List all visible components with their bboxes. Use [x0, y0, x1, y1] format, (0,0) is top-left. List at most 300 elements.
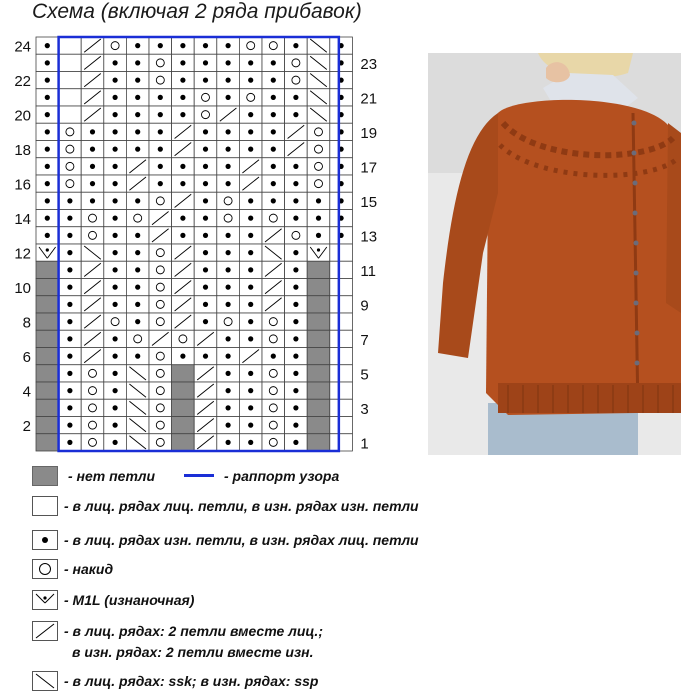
chart-cell [239, 37, 262, 54]
purl-dot [293, 388, 298, 393]
purl-dot [226, 423, 231, 428]
purl-dot [226, 285, 231, 290]
chart-cell [149, 382, 172, 399]
purl-dot [248, 250, 253, 255]
purl-dot [67, 371, 72, 376]
purl-dot [248, 319, 253, 324]
purl-dot [113, 285, 118, 290]
purl-dot [113, 405, 118, 410]
purl-dot [226, 147, 231, 152]
purl-dot [67, 250, 72, 255]
chart-cell [149, 365, 172, 382]
chart-cell [285, 227, 308, 244]
purl-dot [113, 95, 118, 100]
purl-dot [203, 285, 208, 290]
purl-dot [248, 60, 253, 65]
purl-dot [113, 216, 118, 221]
purl-dot-icon [42, 537, 48, 543]
purl-dot [67, 302, 72, 307]
purl-dot [203, 267, 208, 272]
chart-cell [149, 434, 172, 451]
purl-dot [248, 405, 253, 410]
purl-dot [113, 164, 118, 169]
chart-cell [330, 365, 353, 382]
purl-dot [113, 371, 118, 376]
purl-dot [203, 250, 208, 255]
purl-dot [113, 147, 118, 152]
chart-cell [262, 330, 285, 347]
purl-dot [293, 285, 298, 290]
purl-dot [113, 250, 118, 255]
purl-dot [45, 216, 50, 221]
chart-cell [172, 434, 195, 451]
chart-cell [149, 192, 172, 209]
chart-cell [126, 330, 149, 347]
sweater-photo [428, 53, 681, 455]
purl-dot [293, 405, 298, 410]
purl-dot [226, 440, 231, 445]
purl-dot [113, 112, 118, 117]
chart-cell [217, 192, 240, 209]
purl-dot [135, 250, 140, 255]
row-number-left: 6 [22, 349, 31, 367]
row-number-left: 2 [22, 418, 31, 436]
purl-dot [203, 147, 208, 152]
purl-dot [316, 198, 321, 203]
purl-dot [90, 147, 95, 152]
purl-dot [180, 112, 185, 117]
purl-dot [203, 164, 208, 169]
purl-dot [180, 164, 185, 169]
chart-cell [126, 210, 149, 227]
purl-dot [203, 43, 208, 48]
purl-dot [226, 267, 231, 272]
k2tog-swatch [32, 621, 58, 641]
chart-cell [36, 434, 59, 451]
purl-dot [293, 423, 298, 428]
purl-dot [113, 267, 118, 272]
chart-cell [194, 89, 217, 106]
purl-dot [135, 147, 140, 152]
purl-dot [135, 354, 140, 359]
purl-dot [271, 78, 276, 83]
purl-dot [180, 233, 185, 238]
purl-dot [180, 216, 185, 221]
chart-cell [330, 279, 353, 296]
row-number-right: 5 [360, 366, 369, 384]
row-number-left: 18 [14, 142, 31, 160]
chart-cell [262, 399, 285, 416]
chart-cell [36, 279, 59, 296]
chart-cell [81, 227, 104, 244]
chart-cell [59, 72, 82, 89]
purl-dot [158, 164, 163, 169]
purl-dot [203, 216, 208, 221]
row-number-right: 7 [360, 331, 369, 349]
chart-cell [307, 313, 330, 330]
purl-dot [248, 285, 253, 290]
row-number-left: 20 [14, 107, 31, 125]
chart-cell [81, 434, 104, 451]
chart-cell [307, 244, 330, 261]
purl-dot [135, 43, 140, 48]
chart-cell [172, 417, 195, 434]
purl-dot [226, 95, 231, 100]
purl-dot [226, 43, 231, 48]
m1l-label: - M1L (изнаночная) [64, 592, 195, 608]
chart-cell [149, 296, 172, 313]
no-stitch-label: - нет петли [68, 468, 155, 484]
chart-cell [330, 244, 353, 261]
purl-dot [226, 388, 231, 393]
purl-dot [135, 95, 140, 100]
chart-cell [172, 330, 195, 347]
chart-cell [239, 89, 262, 106]
row-number-right: 1 [360, 435, 369, 453]
purl-dot [248, 198, 253, 203]
purl-dot [158, 112, 163, 117]
chart-cell [307, 348, 330, 365]
no-stitch-swatch [32, 466, 58, 486]
chart-cell [307, 141, 330, 158]
purl-dot [271, 95, 276, 100]
purl-dot [45, 60, 50, 65]
purl-dot [293, 250, 298, 255]
m1l-dot [317, 248, 320, 251]
chart-cell [81, 417, 104, 434]
chart-cell [81, 210, 104, 227]
purl-dot [45, 164, 50, 169]
chart-cell [59, 37, 82, 54]
purl-dot [113, 129, 118, 134]
chart-cell [36, 382, 59, 399]
chart-cell [330, 313, 353, 330]
row-number-left: 4 [22, 383, 31, 401]
chart-cell [330, 330, 353, 347]
purl-dot [45, 181, 50, 186]
yo-swatch [32, 559, 58, 579]
chart-cell [172, 399, 195, 416]
purl-dot [271, 354, 276, 359]
chart-cell [104, 313, 127, 330]
purl-dot [248, 216, 253, 221]
purl-dot [113, 181, 118, 186]
yo-label: - накид [64, 561, 114, 577]
chart-cell [262, 417, 285, 434]
purl-dot [45, 78, 50, 83]
purl-dot [271, 60, 276, 65]
row-number-right: 13 [360, 228, 378, 246]
chart-cell [59, 54, 82, 71]
purl-dot [67, 354, 72, 359]
purl-dot [67, 405, 72, 410]
chart-cell [36, 417, 59, 434]
purl-dot [158, 147, 163, 152]
row-number-left: 8 [22, 314, 31, 332]
purl-dot [293, 440, 298, 445]
chart-cell [149, 54, 172, 71]
purl-dot [45, 43, 50, 48]
purl-dot [226, 336, 231, 341]
purl-dot [135, 319, 140, 324]
chart-cell [149, 399, 172, 416]
chart-cell [36, 348, 59, 365]
purl-dot [226, 181, 231, 186]
chart-cell [36, 296, 59, 313]
chart-cell [194, 106, 217, 123]
chart-cell [149, 279, 172, 296]
purl-dot [203, 129, 208, 134]
purl-dot [135, 267, 140, 272]
row-number-right: 3 [360, 400, 369, 418]
chart-cell [307, 399, 330, 416]
chart-cell [104, 37, 127, 54]
chart-cell [307, 279, 330, 296]
purl-dot [203, 198, 208, 203]
k2tog-slash-icon [33, 622, 57, 640]
row-number-right: 9 [360, 297, 369, 315]
purl-dot [135, 112, 140, 117]
purl-dot [248, 440, 253, 445]
purl-dot [226, 405, 231, 410]
purl-dot [158, 95, 163, 100]
purl-dot [248, 336, 253, 341]
m1l-icon [33, 591, 57, 609]
chart-cell [307, 261, 330, 278]
chart-cell [307, 175, 330, 192]
row-number-left: 10 [14, 280, 31, 298]
purl-label: - в лиц. рядах изн. петли, в изн. рядах лиц. петли [64, 532, 419, 548]
k2tog-label-1: - в лиц. рядах: 2 петли вместе лиц.; [64, 623, 323, 639]
chart-cell [149, 417, 172, 434]
purl-dot [248, 147, 253, 152]
purl-dot [113, 233, 118, 238]
chart-cell [59, 89, 82, 106]
chart-cell [307, 434, 330, 451]
chart-cell [307, 365, 330, 382]
purl-dot [67, 198, 72, 203]
ssk-backslash-icon [33, 672, 57, 690]
purl-dot [67, 440, 72, 445]
chart-cell [81, 399, 104, 416]
purl-dot [248, 371, 253, 376]
purl-dot [293, 354, 298, 359]
chart-cell [262, 434, 285, 451]
purl-dot [203, 354, 208, 359]
chart-cell [172, 365, 195, 382]
purl-dot [135, 60, 140, 65]
purl-dot [113, 440, 118, 445]
purl-dot [271, 198, 276, 203]
purl-dot [113, 354, 118, 359]
knit-swatch [32, 496, 58, 516]
purl-dot [226, 164, 231, 169]
purl-dot [113, 198, 118, 203]
chart-cell [330, 296, 353, 313]
chart-cell [59, 106, 82, 123]
purl-dot [293, 319, 298, 324]
row-number-right: 23 [360, 55, 378, 73]
purl-dot [180, 354, 185, 359]
purl-dot [90, 181, 95, 186]
row-number-right: 19 [360, 124, 378, 142]
purl-dot [271, 129, 276, 134]
purl-dot [67, 423, 72, 428]
purl-dot [180, 78, 185, 83]
purl-dot [135, 285, 140, 290]
m1l-swatch [32, 590, 58, 610]
purl-dot [135, 129, 140, 134]
purl-dot [316, 216, 321, 221]
yo-circle-icon [39, 563, 51, 575]
purl-swatch [32, 530, 58, 550]
chart-cell [262, 210, 285, 227]
chart-cell [36, 330, 59, 347]
chart-cell [59, 123, 82, 140]
purl-dot [67, 267, 72, 272]
chart-title: Схема (включая 2 ряда прибавок) [32, 0, 362, 23]
chart-cell [285, 72, 308, 89]
purl-dot [248, 233, 253, 238]
purl-dot [67, 285, 72, 290]
chart-cell [330, 261, 353, 278]
purl-dot [45, 129, 50, 134]
purl-dot [293, 43, 298, 48]
purl-dot [293, 164, 298, 169]
purl-dot [67, 233, 72, 238]
purl-dot [226, 78, 231, 83]
chart-cell [262, 382, 285, 399]
purl-dot [293, 302, 298, 307]
purl-dot [248, 267, 253, 272]
chart-cell [149, 72, 172, 89]
purl-dot [226, 371, 231, 376]
purl-dot [293, 112, 298, 117]
chart-cell [262, 37, 285, 54]
chart-cell [81, 382, 104, 399]
purl-dot [203, 78, 208, 83]
chart-cell [307, 417, 330, 434]
purl-dot [113, 388, 118, 393]
purl-dot [45, 95, 50, 100]
chart-cell [330, 434, 353, 451]
purl-dot [135, 198, 140, 203]
row-number-left: 16 [14, 176, 31, 194]
chart-cell [36, 365, 59, 382]
purl-dot [226, 129, 231, 134]
purl-dot [90, 164, 95, 169]
chart-cell [36, 399, 59, 416]
m1l-dot [46, 248, 49, 251]
purl-dot [45, 112, 50, 117]
chart-cell [330, 417, 353, 434]
chart-cell [330, 382, 353, 399]
repeat-line-icon [184, 474, 214, 477]
purl-dot [180, 95, 185, 100]
purl-dot [248, 302, 253, 307]
chart-cell [36, 261, 59, 278]
purl-dot [90, 129, 95, 134]
purl-dot [293, 336, 298, 341]
purl-dot [180, 43, 185, 48]
purl-dot [90, 198, 95, 203]
purl-dot [271, 147, 276, 152]
chart-cell [307, 382, 330, 399]
purl-dot [67, 319, 72, 324]
purl-dot [45, 147, 50, 152]
purl-dot [248, 388, 253, 393]
row-number-left: 24 [14, 38, 31, 56]
purl-dot [248, 423, 253, 428]
chart-cell [59, 158, 82, 175]
purl-dot [158, 129, 163, 134]
purl-dot [293, 198, 298, 203]
row-number-right: 11 [360, 262, 376, 280]
chart-cell [36, 244, 59, 261]
purl-dot [293, 181, 298, 186]
purl-dot [135, 302, 140, 307]
chart-cell [59, 141, 82, 158]
purl-dot [226, 302, 231, 307]
row-number-right: 17 [360, 159, 378, 177]
purl-dot [203, 233, 208, 238]
purl-dot [203, 319, 208, 324]
row-number-right: 21 [360, 90, 378, 108]
chart-cell [307, 296, 330, 313]
purl-dot [248, 78, 253, 83]
chart-cell [307, 158, 330, 175]
purl-dot [203, 60, 208, 65]
row-number-right: 15 [360, 193, 378, 211]
chart-cell [36, 313, 59, 330]
purl-dot [226, 250, 231, 255]
chart-cell [330, 399, 353, 416]
purl-dot [248, 129, 253, 134]
purl-dot [203, 181, 208, 186]
purl-dot [271, 164, 276, 169]
knit-label: - в лиц. рядах лиц. петли, в изн. рядах изн. петли [64, 498, 419, 514]
chart-cell [172, 382, 195, 399]
purl-dot [293, 267, 298, 272]
purl-dot [113, 78, 118, 83]
repeat-label: - раппорт узора [224, 468, 340, 484]
purl-dot [293, 371, 298, 376]
chart-cell [149, 348, 172, 365]
purl-dot [226, 60, 231, 65]
purl-dot [67, 388, 72, 393]
chart-cell [59, 175, 82, 192]
purl-dot [67, 336, 72, 341]
purl-dot [113, 60, 118, 65]
purl-dot [67, 216, 72, 221]
purl-dot [113, 423, 118, 428]
purl-dot [203, 302, 208, 307]
purl-dot [271, 181, 276, 186]
purl-dot [158, 43, 163, 48]
purl-dot [226, 233, 231, 238]
chart-cell [81, 365, 104, 382]
chart-cell [217, 210, 240, 227]
purl-dot [293, 95, 298, 100]
purl-dot [45, 233, 50, 238]
chart-cell [262, 365, 285, 382]
row-number-left: 22 [14, 73, 31, 91]
purl-dot [113, 302, 118, 307]
purl-dot [135, 233, 140, 238]
purl-dot [293, 216, 298, 221]
chart-cell [330, 348, 353, 365]
purl-dot [180, 60, 185, 65]
